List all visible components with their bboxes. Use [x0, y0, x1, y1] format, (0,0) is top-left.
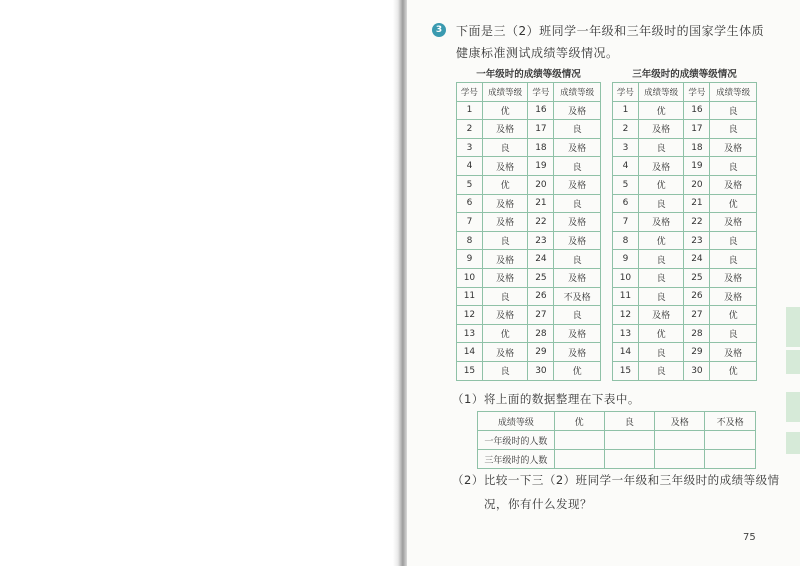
grade-level-cell: 不及格 — [554, 287, 601, 306]
table-row — [457, 175, 601, 194]
student-number-cell: 25 — [528, 268, 554, 287]
table-row — [457, 250, 601, 269]
column-header: 学号 — [613, 83, 639, 102]
student-number-cell: 30 — [684, 361, 710, 380]
summary-blank-cell[interactable] — [554, 450, 604, 469]
table-row — [457, 213, 601, 232]
student-number-cell: 5 — [613, 175, 639, 194]
table-row — [613, 213, 757, 232]
student-number-cell: 29 — [528, 343, 554, 362]
student-number-cell: 6 — [613, 194, 639, 213]
grade-level-cell: 及格 — [482, 250, 528, 269]
grade-level-cell: 及格 — [710, 287, 757, 306]
grade-level-cell: 及格 — [482, 120, 528, 139]
student-number-cell: 8 — [613, 231, 639, 250]
grade-level-cell: 优 — [638, 231, 684, 250]
page-edge-tab — [786, 350, 800, 374]
student-number-cell: 20 — [684, 175, 710, 194]
summary-blank-cell[interactable] — [705, 450, 756, 469]
table-row — [457, 324, 601, 343]
page-edge-tab — [786, 307, 800, 347]
grade-level-cell: 优 — [482, 101, 528, 120]
grade-level-cell: 及格 — [554, 268, 601, 287]
student-number-cell: 18 — [684, 138, 710, 157]
table-row — [613, 101, 757, 120]
column-header: 成绩等级 — [554, 83, 601, 102]
grade-level-cell: 优 — [710, 306, 757, 325]
student-number-cell: 23 — [528, 231, 554, 250]
student-number-cell: 1 — [457, 101, 483, 120]
grade-level-cell: 良 — [638, 343, 684, 362]
question-text: 下面是三（2）班同学一年级和三年级时的国家学生体质健康标准测试成绩等级情况。 — [456, 24, 765, 60]
table-row — [457, 287, 601, 306]
grade-level-cell: 良 — [554, 157, 601, 176]
grade-level-cell: 及格 — [554, 101, 601, 120]
student-number-cell: 11 — [457, 287, 483, 306]
page-edge-tab — [786, 392, 800, 422]
summary-blank-cell[interactable] — [655, 450, 705, 469]
grade-level-cell: 良 — [482, 361, 528, 380]
student-number-cell: 7 — [457, 213, 483, 232]
grade-level-cell: 及格 — [554, 213, 601, 232]
student-number-cell: 19 — [528, 157, 554, 176]
grade-level-cell: 良 — [638, 287, 684, 306]
grade-level-cell: 及格 — [482, 194, 528, 213]
grade-level-cell: 及格 — [638, 157, 684, 176]
student-number-cell: 9 — [613, 250, 639, 269]
student-number-cell: 4 — [457, 157, 483, 176]
subquestion-1: （1）将上面的数据整理在下表中。 — [452, 392, 640, 406]
grade-level-cell: 及格 — [710, 138, 757, 157]
table-row — [457, 101, 601, 120]
table-title-grade1: 一年级时的成绩等级情况 — [476, 69, 581, 80]
grade-level-cell: 及格 — [638, 120, 684, 139]
page-number: 75 — [743, 532, 756, 543]
table-row — [457, 120, 601, 139]
student-number-cell: 28 — [528, 324, 554, 343]
student-number-cell: 27 — [528, 306, 554, 325]
student-number-cell: 28 — [684, 324, 710, 343]
student-number-cell: 22 — [528, 213, 554, 232]
student-number-cell: 18 — [528, 138, 554, 157]
student-number-cell: 20 — [528, 175, 554, 194]
student-number-cell: 21 — [684, 194, 710, 213]
grade-level-cell: 优 — [554, 361, 601, 380]
table-row — [613, 361, 757, 380]
student-number-cell: 15 — [457, 361, 483, 380]
summary-blank-cell[interactable] — [604, 450, 655, 469]
student-number-cell: 29 — [684, 343, 710, 362]
student-number-cell: 8 — [457, 231, 483, 250]
summary-header: 优 — [554, 412, 604, 431]
student-number-cell: 9 — [457, 250, 483, 269]
table-row — [457, 268, 601, 287]
summary-header: 及格 — [655, 412, 705, 431]
grade-level-cell: 良 — [710, 120, 757, 139]
table-row — [613, 268, 757, 287]
student-number-cell: 24 — [528, 250, 554, 269]
table-row — [613, 138, 757, 157]
student-number-cell: 2 — [613, 120, 639, 139]
student-number-cell: 22 — [684, 213, 710, 232]
table-row — [457, 157, 601, 176]
summary-blank-cell[interactable] — [554, 431, 604, 450]
table-row — [457, 138, 601, 157]
student-number-cell: 15 — [613, 361, 639, 380]
student-number-cell: 27 — [684, 306, 710, 325]
student-number-cell: 12 — [457, 306, 483, 325]
grade-level-cell: 优 — [638, 324, 684, 343]
student-number-cell: 13 — [613, 324, 639, 343]
grade-level-cell: 及格 — [710, 175, 757, 194]
student-number-cell: 14 — [613, 343, 639, 362]
column-header: 学号 — [528, 83, 554, 102]
table-row — [613, 157, 757, 176]
student-number-cell: 21 — [528, 194, 554, 213]
grade-level-cell: 良 — [710, 324, 757, 343]
grade-level-cell: 优 — [710, 194, 757, 213]
table-row — [613, 250, 757, 269]
grade-level-cell: 及格 — [482, 213, 528, 232]
grade-level-cell: 良 — [554, 194, 601, 213]
grade-level-cell: 良 — [638, 361, 684, 380]
grade1-table — [456, 82, 601, 381]
student-number-cell: 14 — [457, 343, 483, 362]
table-row — [457, 361, 601, 380]
grade-level-cell: 良 — [638, 250, 684, 269]
student-number-cell: 5 — [457, 175, 483, 194]
student-number-cell: 10 — [613, 268, 639, 287]
grade-level-cell: 优 — [482, 175, 528, 194]
summary-blank-cell[interactable] — [705, 431, 756, 450]
question-number-badge: 3 — [432, 23, 446, 37]
student-number-cell: 30 — [528, 361, 554, 380]
table-row — [613, 287, 757, 306]
summary-header: 成绩等级 — [478, 412, 555, 431]
student-number-cell: 7 — [613, 213, 639, 232]
student-number-cell: 19 — [684, 157, 710, 176]
student-number-cell: 24 — [684, 250, 710, 269]
grade-level-cell: 及格 — [638, 306, 684, 325]
book-spine-shadow — [393, 0, 407, 566]
table-row — [613, 343, 757, 362]
student-number-cell: 3 — [613, 138, 639, 157]
subquestion-2-line2: 况，你有什么发现？ — [484, 497, 592, 511]
summary-header: 不及格 — [705, 412, 756, 431]
student-number-cell: 1 — [613, 101, 639, 120]
table-row — [613, 306, 757, 325]
column-header: 成绩等级 — [482, 83, 528, 102]
student-number-cell: 6 — [457, 194, 483, 213]
grade-level-cell: 优 — [710, 361, 757, 380]
grade-level-cell: 良 — [482, 231, 528, 250]
grade-level-cell: 及格 — [554, 343, 601, 362]
grade-level-cell: 及格 — [638, 213, 684, 232]
grade-level-cell: 及格 — [710, 343, 757, 362]
summary-row-label: 一年级时的人数 — [478, 431, 555, 450]
table-row — [613, 194, 757, 213]
grade-level-cell: 及格 — [482, 268, 528, 287]
grade-level-cell: 良 — [710, 101, 757, 120]
grade-level-cell: 良 — [710, 250, 757, 269]
subquestion-2-line1: （2）比较一下三（2）班同学一年级和三年级时的成绩等级情 — [452, 473, 780, 487]
page-edge-tab — [786, 432, 800, 454]
student-number-cell: 17 — [528, 120, 554, 139]
student-number-cell: 10 — [457, 268, 483, 287]
table-row — [457, 343, 601, 362]
grade-level-cell: 良 — [638, 194, 684, 213]
grade-level-cell: 良 — [554, 306, 601, 325]
grade-level-cell: 及格 — [482, 343, 528, 362]
student-number-cell: 13 — [457, 324, 483, 343]
grade-level-cell: 良 — [638, 268, 684, 287]
grade-level-cell: 及格 — [554, 324, 601, 343]
grade-level-cell: 良 — [710, 157, 757, 176]
grade-level-cell: 及格 — [710, 268, 757, 287]
student-number-cell: 26 — [684, 287, 710, 306]
table-title-grade3: 三年级时的成绩等级情况 — [632, 69, 737, 80]
grade3-table — [612, 82, 757, 381]
summary-blank-cell[interactable] — [655, 431, 705, 450]
column-header: 成绩等级 — [710, 83, 757, 102]
student-number-cell: 25 — [684, 268, 710, 287]
table-row — [457, 194, 601, 213]
student-number-cell: 16 — [528, 101, 554, 120]
column-header: 学号 — [457, 83, 483, 102]
grade-level-cell: 良 — [710, 231, 757, 250]
grade-level-cell: 优 — [638, 101, 684, 120]
student-number-cell: 17 — [684, 120, 710, 139]
grade-level-cell: 及格 — [554, 231, 601, 250]
student-number-cell: 12 — [613, 306, 639, 325]
summary-table — [477, 411, 756, 469]
grade-level-cell: 及格 — [482, 306, 528, 325]
grade-level-cell: 及格 — [554, 175, 601, 194]
grade-level-cell: 及格 — [482, 157, 528, 176]
grade-level-cell: 及格 — [554, 138, 601, 157]
table-row — [613, 175, 757, 194]
student-number-cell: 16 — [684, 101, 710, 120]
column-header: 成绩等级 — [638, 83, 684, 102]
column-header: 学号 — [684, 83, 710, 102]
grade-level-cell: 优 — [638, 175, 684, 194]
student-number-cell: 11 — [613, 287, 639, 306]
summary-blank-cell[interactable] — [604, 431, 655, 450]
grade-level-cell: 良 — [638, 138, 684, 157]
student-number-cell: 4 — [613, 157, 639, 176]
grade-level-cell: 及格 — [710, 213, 757, 232]
grade-level-cell: 良 — [482, 287, 528, 306]
table-row — [613, 231, 757, 250]
table-row — [613, 120, 757, 139]
student-number-cell: 2 — [457, 120, 483, 139]
table-row — [613, 324, 757, 343]
grade-level-cell: 良 — [554, 120, 601, 139]
table-row — [457, 306, 601, 325]
summary-header: 良 — [604, 412, 655, 431]
grade-level-cell: 优 — [482, 324, 528, 343]
student-number-cell: 26 — [528, 287, 554, 306]
student-number-cell: 23 — [684, 231, 710, 250]
grade-level-cell: 良 — [554, 250, 601, 269]
student-number-cell: 3 — [457, 138, 483, 157]
grade-level-cell: 良 — [482, 138, 528, 157]
summary-row-label: 三年级时的人数 — [478, 450, 555, 469]
table-row — [457, 231, 601, 250]
